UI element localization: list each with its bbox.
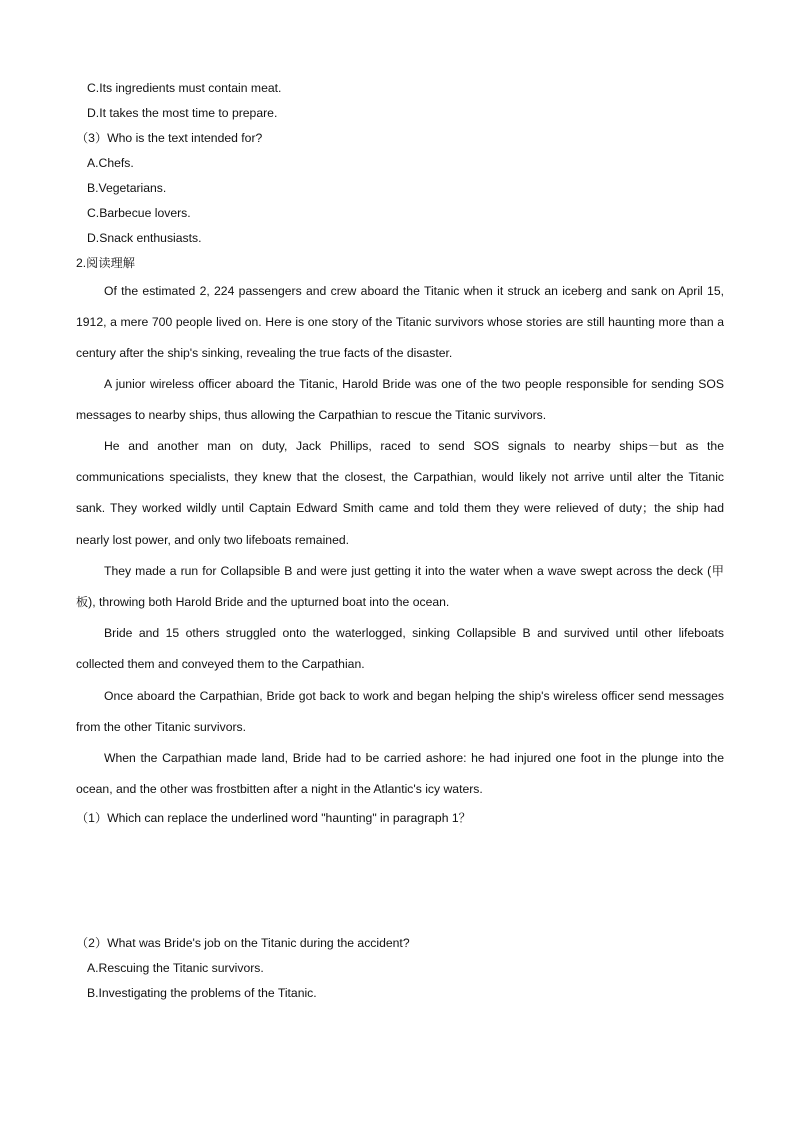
option-c: C.Barbecue lovers. — [87, 206, 191, 220]
option-b: B.Investigating the problems of the Titanic. — [87, 986, 317, 1000]
section-heading: 2.阅读理解 — [76, 256, 135, 270]
paragraph-3: He and another man on duty, Jack Phillips, raced to send SOS signals to nearby ships－but as the communications specialists, they knew that the closest, the Carpathian, would likely not arrive until alter the Titanic sank. They worked wildly until Captain Edward Smith came and told them they were relieved of duty；the ship had nearly lost power, and only two lifeboats remained. — [76, 439, 724, 547]
paragraph-1: Of the estimated 2, 224 passengers and crew aboard the Titanic when it struck an iceberg and sank on April 15, 1912, a mere 700 people lived on. Here is one story of the Titanic survivors whose stories are still haunting more than a century after the ship's sinking, revealing the true facts of the disaster. — [76, 284, 724, 361]
option-d: D.It takes the most time to prepare. — [87, 106, 278, 120]
question-3: （3）Who is the text intended for? — [76, 131, 263, 145]
option-b: B.Vegetarians. — [87, 181, 167, 195]
question-1: （1）Which can replace the underlined word "haunting" in paragraph 1？ — [76, 811, 471, 825]
option-c: C.Its ingredients must contain meat. — [87, 81, 282, 95]
question-2: （2）What was Bride's job on the Titanic during the accident? — [76, 936, 410, 950]
option-a: A.Rescuing the Titanic survivors. — [87, 961, 264, 975]
paragraph-6: Once aboard the Carpathian, Bride got back to work and began helping the ship's wireless officer send messages from the other Titanic survivors. — [76, 689, 724, 735]
paragraph-5: Bride and 15 others struggled onto the waterlogged, sinking Collapsible B and survived until other lifeboats collected them and conveyed them to the Carpathian. — [76, 626, 724, 672]
option-d: D.Snack enthusiasts. — [87, 231, 202, 245]
option-a: A.Chefs. — [87, 156, 134, 170]
paragraph-4: They made a run for Collapsible B and were just getting it into the water when a wave swept across the deck (甲板), throwing both Harold Bride and the upturned boat into the ocean. — [76, 564, 724, 610]
paragraph-2: A junior wireless officer aboard the Titanic, Harold Bride was one of the two people responsible for sending SOS messages to nearby ships, thus allowing the Carpathian to rescue the Titanic survivors. — [76, 377, 724, 423]
paragraph-7: When the Carpathian made land, Bride had to be carried ashore: he had injured one foot in the plunge into the ocean, and the other was frostbitten after a night in the Atlantic's icy waters. — [76, 751, 724, 797]
